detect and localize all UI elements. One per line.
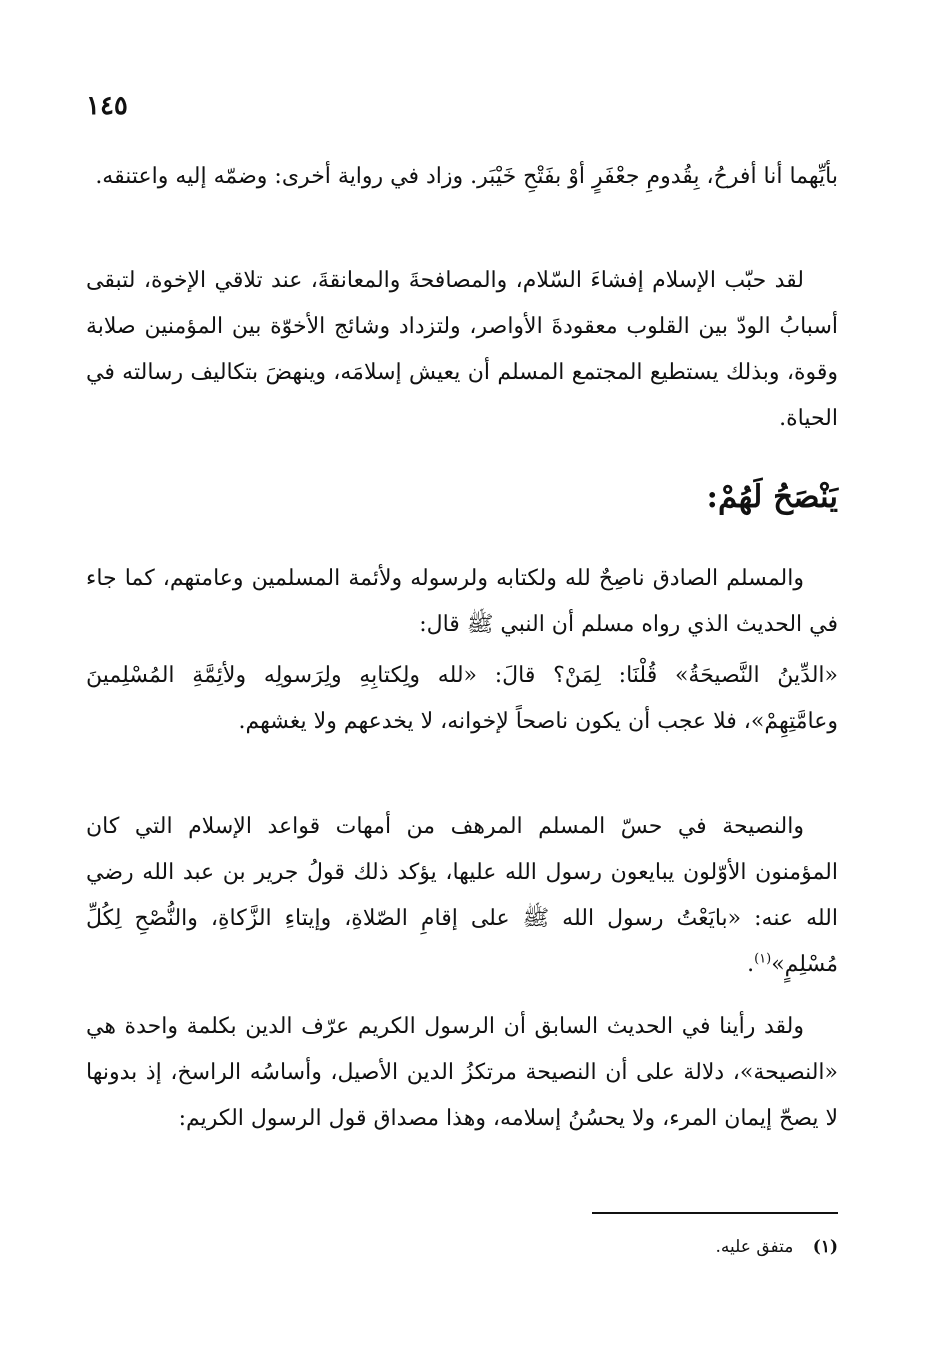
- paragraph-hadith: «الدِّينُ النَّصيحَةُ» قُلْنَا: لِمَنْ؟ قالَ: «لله ولِكتابِهِ ولِرَسولِه ولأئِمَّةِ المُسْلِمينَ وعامَّتِهِمْ»، فلا عجب أن يكون ناصحاً لإخوانه، لا يخدعهم ولا يغشهم.: [86, 663, 838, 734]
- paragraph-jarir-text: والنصيحة في حسّ المسلم المرهف من أمهات قواعد الإسلام التي كان المؤمنون الأوّلون يبايعون رسول الله عليها، يؤكد ذلك قولُ جرير بن عبد الله رضي الله عنه: «بايَعْتُ رسول الله ﷺ على إقامِ الصّلاةِ، وإيتاءِ الزَّكاةِ، والنُّصْحِ لِكُلِّ مُسْلِمٍ»: [86, 814, 838, 977]
- footnote-reference[interactable]: (١): [754, 951, 772, 967]
- paragraph-jarir-end: .: [747, 952, 755, 977]
- paragraph-continuation: بأيِّهما أنا أفرحُ، بِقُدومِ جعْفَرٍ أوْ بفَتْحِ خَيْبَر. وزاد في رواية أخرى: وضمّه إليه واعتنقه.: [95, 164, 838, 189]
- section-heading: يَنْصَحُ لَهُمْ:: [706, 479, 838, 515]
- footnote-divider: [592, 1212, 838, 1214]
- footnote-number: (١): [812, 1237, 838, 1257]
- book-page: [86, 86, 838, 1286]
- paragraph-greeting: لقد حبّب الإسلام إفشاءَ السّلام، والمصافحةَ والمعانقةَ، عند تلاقي الإخوة، لتبقى أسبابُ الودّ بين القلوب معقودةَ الأواصر، ولتزداد وشائج الأخوّة بين المؤمنين صلابة وقوة، وبذلك يستطيع المجتمع المسلم أن يعيش إسلامَه، وينهضَ بتكاليف رسالته في الحياة.: [86, 268, 838, 431]
- footnote: [716, 1232, 838, 1262]
- footnote-text: متفق عليه.: [715, 1237, 794, 1257]
- paragraph-sincere-advice: والمسلم الصادق ناصِحٌ لله ولكتابه ولرسوله ولأئمة المسلمين وعامتهم، كما جاء في الحديث الذي رواه مسلم أن النبي ﷺ قال:: [86, 566, 838, 637]
- page-number: ١٤٥: [86, 91, 128, 121]
- paragraph-definition: ولقد رأينا في الحديث السابق أن الرسول الكريم عرّف الدين بكلمة واحدة هي «النصيحة»، دلالة على أن النصيحة مرتكزُ الدين الأصيل، وأساسُه الراسخ، إذ بدونها لا يصحّ إيمان المرء، ولا يحسُنُ إسلامه، وهذا مصداق قول الرسول الكريم:: [86, 1014, 838, 1131]
- paragraph-jarir-narration: [86, 804, 838, 988]
